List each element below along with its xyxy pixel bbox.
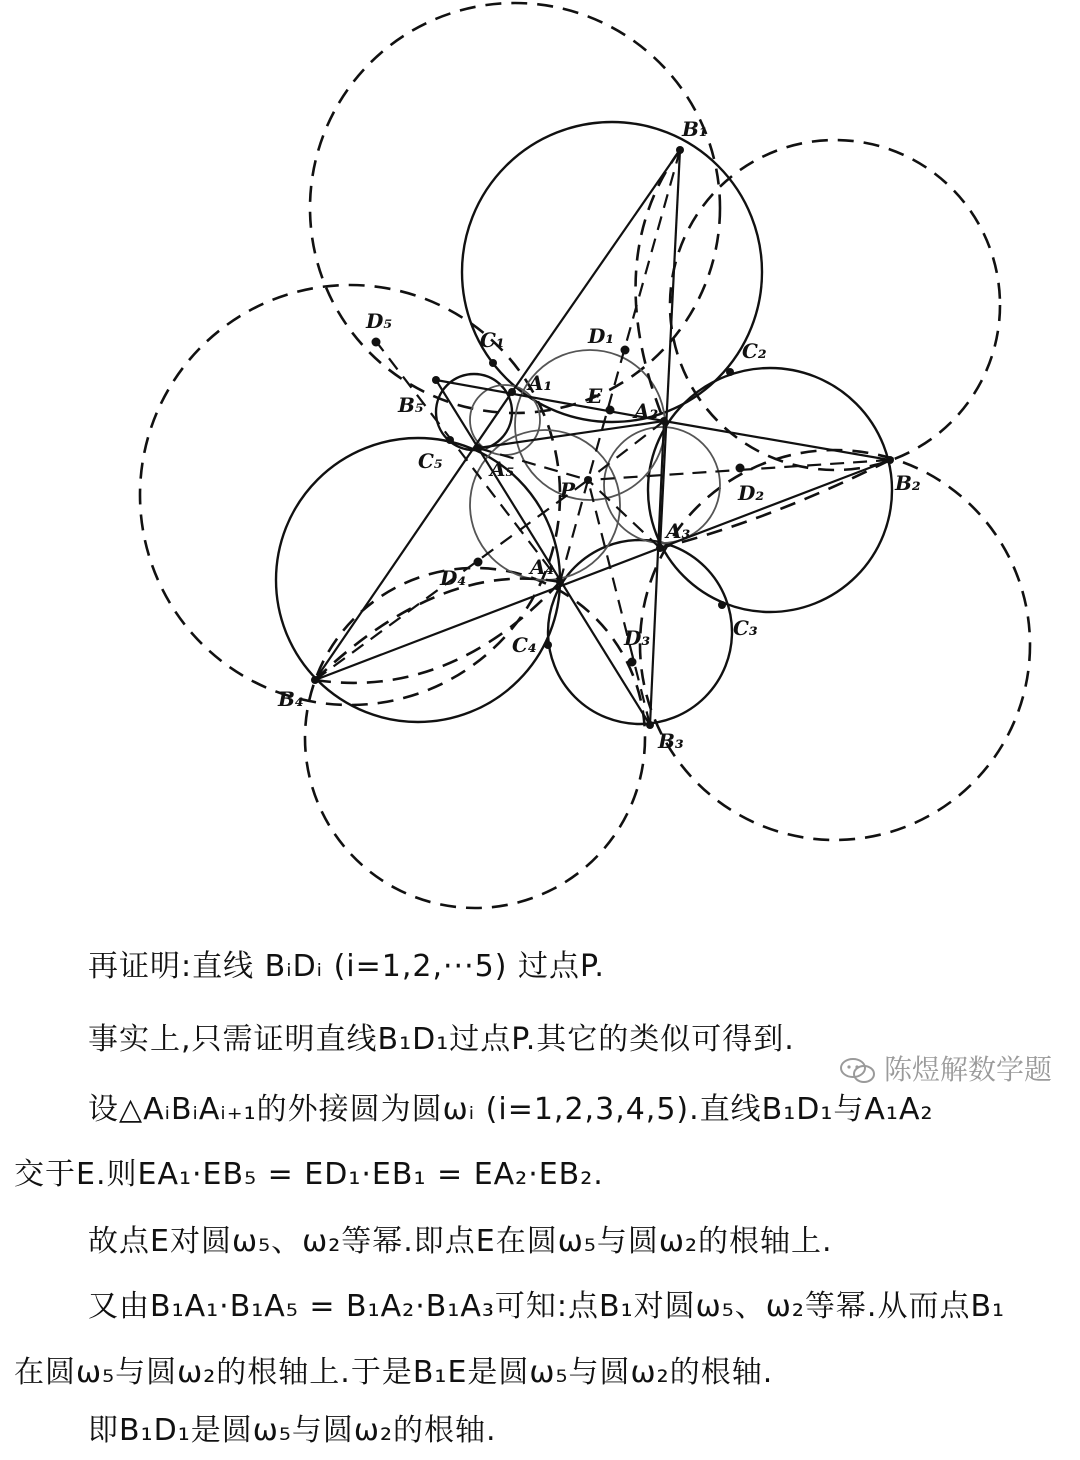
solid-circles: [276, 122, 892, 724]
label-b5: B₅: [398, 393, 424, 417]
point-c5: [446, 436, 454, 444]
label-d1: D₁: [588, 324, 615, 348]
circle-omega1: [462, 122, 762, 422]
point-b1: [676, 146, 684, 154]
label-b4: B₄: [278, 687, 304, 711]
watermark-text: 陈煜解数学题: [884, 1053, 1053, 1086]
label-e: E: [587, 384, 603, 408]
dashed-circle-top: [310, 3, 720, 413]
label-c2: C₂: [742, 339, 767, 363]
point-c2: [726, 368, 734, 376]
watermark: [838, 1048, 1052, 1088]
segment-b4-a1: [315, 392, 512, 680]
point-a1: [508, 388, 516, 396]
proof-line-7: 在圆ω₅与圆ω₂的根轴上.于是B₁E是圆ω₅与圆ω₂的根轴.: [14, 1355, 774, 1390]
label-a2: A₂: [634, 399, 659, 423]
label-d4: D₄: [440, 566, 467, 590]
points: [311, 146, 894, 729]
proof-line-8: 即B₁D₁是圆ω₅与圆ω₂的根轴.: [88, 1413, 497, 1448]
point-d4: [474, 558, 483, 567]
segment-b1-a1: [512, 150, 680, 392]
point-c3: [718, 601, 726, 609]
label-b3: B₃: [658, 729, 684, 753]
label-a3: A₃: [666, 519, 691, 543]
label-p: P: [560, 478, 576, 502]
label-c5: C₅: [418, 449, 443, 473]
label-c3: C₃: [733, 616, 758, 640]
label-b1: B₁: [682, 117, 708, 141]
label-d5: D₅: [366, 309, 393, 333]
point-p: [584, 476, 592, 484]
proof-line-1: 再证明:直线 BᵢDᵢ (i=1,2,···5) 过点P.: [88, 949, 605, 984]
label-d3: D₃: [624, 626, 651, 650]
dashed-circle-right: [670, 140, 1000, 470]
point-c4: [544, 641, 552, 649]
segment-b5-b3: [436, 380, 650, 725]
label-c1: C₁: [480, 328, 505, 352]
wechat-icon: [838, 1056, 878, 1086]
label-b2: B₂: [895, 471, 921, 495]
point-d2: [736, 464, 745, 473]
point-b4: [311, 676, 319, 684]
point-b5: [432, 376, 440, 384]
point-b3: [646, 721, 654, 729]
label-a4: A₄: [530, 555, 555, 579]
dashed-circle-lower-right: [640, 450, 1030, 840]
label-d2: D₂: [738, 481, 765, 505]
point-c1: [489, 359, 497, 367]
point-a4: [556, 578, 564, 586]
point-a2: [660, 417, 668, 425]
point-d3: [628, 658, 637, 667]
dashed-segments: [315, 150, 890, 725]
point-e: [606, 406, 615, 415]
point-a5: [474, 444, 482, 452]
proof-line-5: 故点E对圆ω₅、ω₂等幂.即点E在圆ω₅与圆ω₂的根轴上.: [88, 1224, 833, 1259]
proof-line-4: 交于E.则EA₁·EB₅ = ED₁·EB₁ = EA₂·EB₂.: [14, 1157, 604, 1192]
point-d5: [372, 338, 381, 347]
proof-line-6: 又由B₁A₁·B₁A₅ = B₁A₂·B₁A₃可知:点B₁对圆ω₅、ω₂等幂.从而点B₁: [88, 1289, 1006, 1324]
proof-line-2: 事实上,只需证明直线B₁D₁过点P.其它的类似可得到.: [88, 1022, 795, 1057]
label-a5: A₅: [490, 457, 515, 481]
point-b2: [886, 456, 894, 464]
label-a1: A₁: [528, 371, 553, 395]
proof-line-3: 设△AᵢBᵢAᵢ₊₁的外接圆为圆ωᵢ (i=1,2,3,4,5).直线B₁D₁与A₁A₂: [88, 1092, 934, 1127]
point-d1: [621, 346, 630, 355]
label-c4: C₄: [512, 633, 537, 657]
dashed-circles: [140, 3, 1030, 908]
solid-segments: [315, 150, 890, 725]
proof-text: [0, 935, 1080, 1455]
point-a3: [656, 544, 664, 552]
